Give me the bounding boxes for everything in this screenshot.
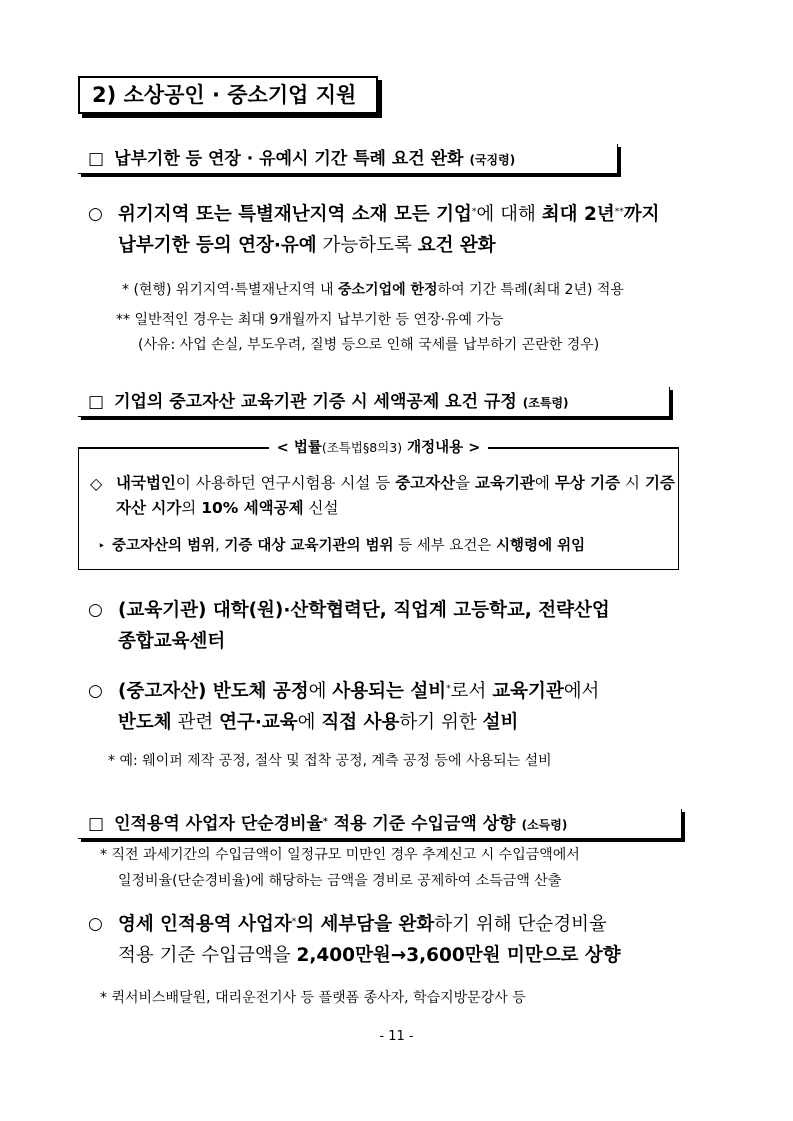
note-text: 하여 기간 특례(최대 2년) 적용 [437,282,624,298]
note-3 [138,333,599,357]
bullet-marker: ○ [88,204,103,224]
bullet-marker: ○ [88,681,103,701]
bullet-marker: ○ [88,600,103,620]
note-2 [116,308,504,332]
note-prefix: ** [116,312,130,328]
note-prefix: * [108,753,115,769]
bullet-4: ○ 영세 인적용역 사업자*의 세부담을 완화하기 위해 단순경비율 적용 기준 수입금액을 2,400만원→3,600만원 미만으로 상향 [88,909,688,971]
note-prefix: * [100,847,107,863]
subheading-1-text: 납부기한 등 연장 · 유예시 기간 특례 요건 완화 [114,149,464,169]
page-number: - 11 - [379,1029,414,1044]
law-bullet-1: ◇ 내국법인이 사용하던 연구시험용 시설 등 중고자산을 교육기관에 무상 기증 시 기증자산 시가의 10% 세액공제 신설 [90,471,680,521]
bullet-marker: ○ [88,914,103,934]
note-1 [122,278,624,302]
footnote-mark: * [322,817,328,827]
bullet-1-part: 납부기한 등의 연장·유예 [118,235,317,256]
bullet-1-part: 가능하도록 [316,235,418,256]
note-text: 중소기업에 한정 [338,282,438,298]
note-4 [108,749,552,773]
note-5 [100,843,580,867]
bullet-1-part: 최대 2년 [541,204,615,225]
note-text: 예: 웨이퍼 제작 공정, 절삭 및 접착 공정, 계측 공정 등에 사용되는 설비 [119,753,552,769]
footnote-mark: ** [614,207,624,217]
bullet-1 [88,199,688,261]
subheading-1-tag: (국징령) [469,153,516,167]
footnote-mark: * [471,207,477,217]
note-text: 일정비율(단순경비율)에 해당하는 금액을 경비로 공제하여 소득금액 산출 [118,873,562,889]
bullet-3: ○ (중고자산) 반도체 공정에 사용되는 설비*로서 교육기관에서 반도체 관련 연구·교육에 직접 사용하기 위한 설비 [88,676,688,738]
bullet-1-part: 에 대해 [476,204,542,225]
subheading-2 [78,387,670,417]
bullet-1-part: 까지 [623,204,660,225]
checkbox-icon: □ [88,149,105,169]
note-text: (사유: 사업 손실, 부도우려, 질병 등으로 인해 국세를 납부하기 곤란한 경우) [138,337,600,353]
section-title: 2) 소상공인 · 중소기업 지원 [78,76,378,114]
subheading-3-text: 인적용역 사업자 단순경비율 [114,814,323,834]
triangle-icon: ‣ [98,539,106,553]
subheading-3 [78,809,682,839]
law-bullet-2: ‣ 중고자산의 범위, 기증 대상 교육기관의 범위 등 세부 요건은 시행령에 위임 [98,534,688,559]
bullet-1-part: 위기지역 또는 특별재난지역 소재 모든 기업 [118,204,472,225]
note-text: (현행) 위기지역·특별재난지역 내 [133,282,338,298]
subheading-3-text: 적용 기준 수입금액 상향 [327,814,516,834]
bullet-2: ○ (교육기관) 대학(원)·산학협력단, 직업계 고등학교, 전략산업 종합교육센터 [88,595,688,657]
diamond-icon: ◇ [90,474,103,493]
checkbox-icon: □ [88,392,105,412]
note-6 [118,869,561,893]
note-7 [100,986,526,1010]
checkbox-icon: □ [88,814,105,834]
note-text: 일반적인 경우는 최대 9개월까지 납부기한 등 연장·유예 가능 [134,312,504,328]
subheading-2-tag: (조특령) [522,396,569,410]
note-prefix: * [122,282,129,298]
law-box-header [78,437,679,459]
note-text: 직전 과세기간의 수입금액이 일정규모 미만인 경우 추계신고 시 수입금액에서 [111,847,580,863]
law-box-title: < 법률(조특법§8의3) 개정내용 > [269,437,489,459]
subheading-3-tag: (소득령) [521,818,568,832]
note-prefix: * [100,990,107,1006]
subheading-1 [78,144,618,174]
note-text: 퀵서비스배달원, 대리운전기사 등 플랫폼 종사자, 학습지방문강사 등 [111,990,526,1006]
bullet-1-part: 요건 완화 [417,235,496,256]
subheading-2-text: 기업의 중고자산 교육기관 기증 시 세액공제 요건 규정 [114,392,517,412]
